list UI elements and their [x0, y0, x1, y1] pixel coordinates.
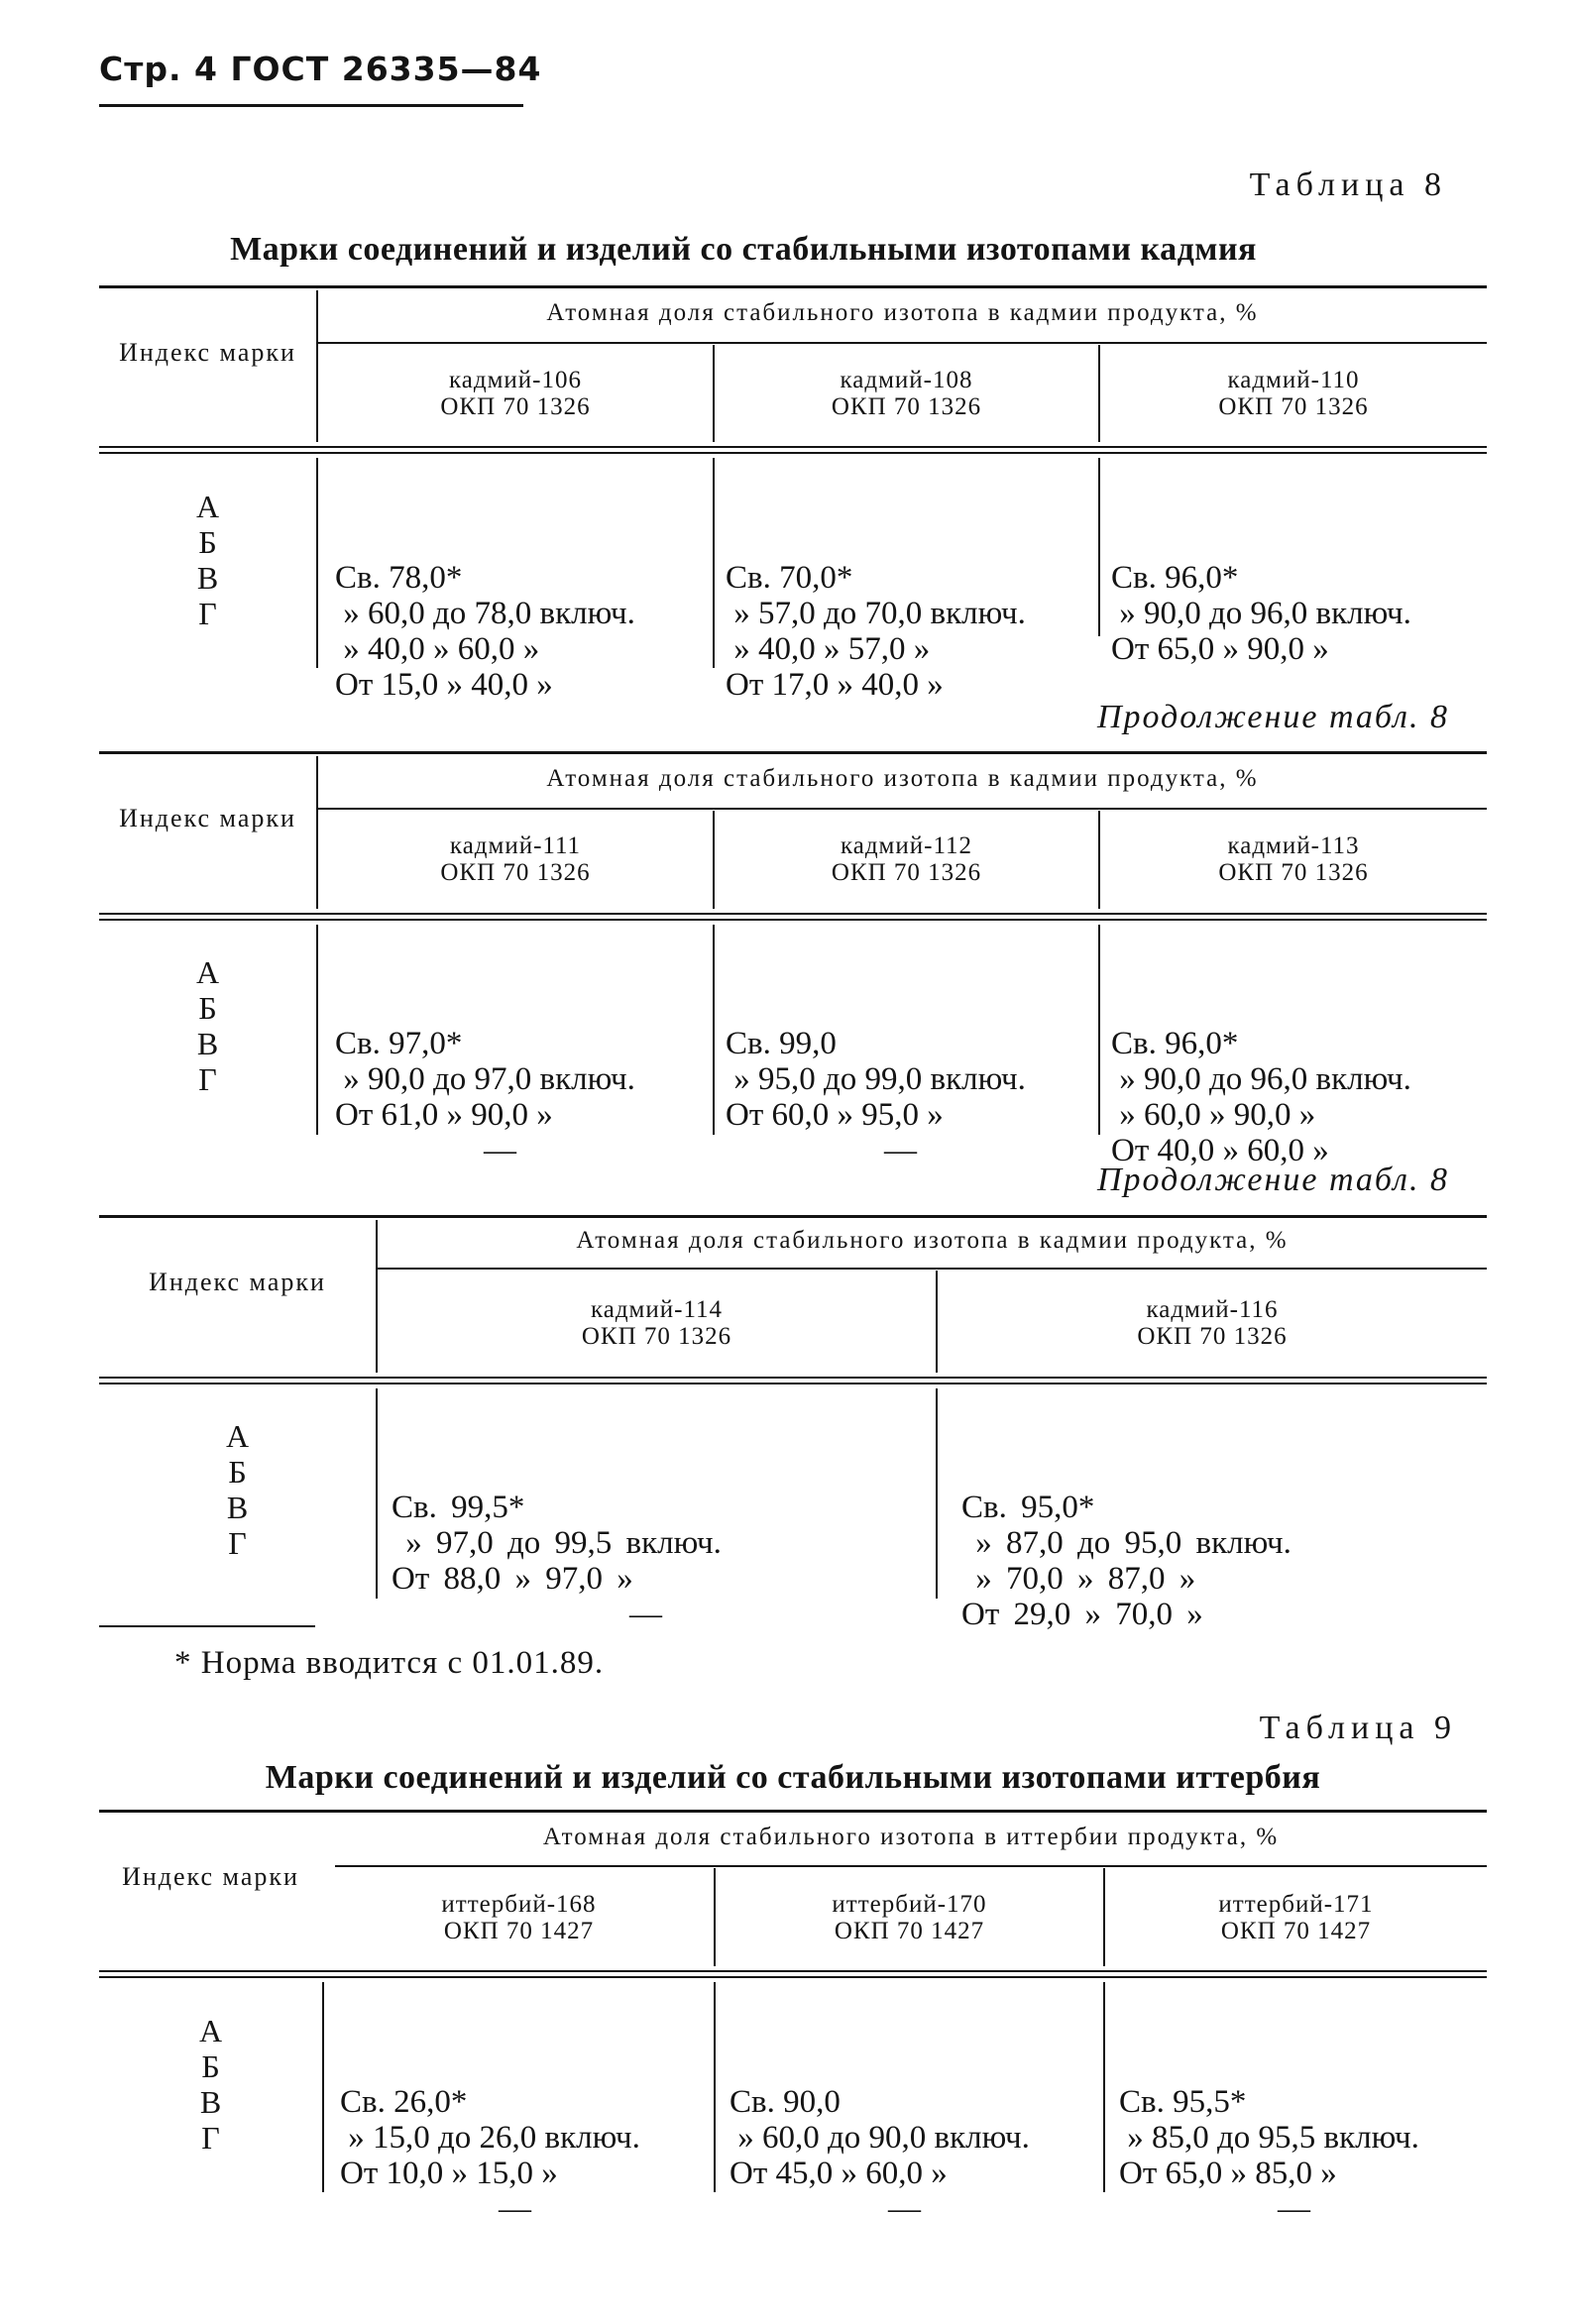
grade-letters: А Б В Г — [198, 2013, 223, 2156]
index-header: Индекс марки — [122, 1862, 299, 1891]
column-header: кадмий-106 ОКП 70 1326 — [440, 367, 591, 420]
table8-title: Марки соединений и изделий со стабильными изотопами кадмия — [230, 231, 1257, 268]
table9 — [99, 1810, 1487, 2227]
table8-continuation: Продолжение табл. 8 — [1096, 699, 1449, 735]
table9-label: Таблица 9 — [1259, 1710, 1457, 1746]
grade-values: Св. 99,5* » 97,0 до 99,5 включ. От 88,0 » 97,0 » — — [392, 1490, 722, 1632]
footnote-rule — [99, 1625, 315, 1627]
column-header: кадмий-111 ОКП 70 1326 — [440, 832, 591, 886]
table8-label: Таблица 8 — [1249, 166, 1447, 203]
grade-letters: А Б В Г — [195, 954, 220, 1097]
table8-caption: Атомная доля стабильного изотопа в кадмии продукта, % — [546, 299, 1259, 326]
grade-values: Св. 26,0* » 15,0 до 26,0 включ. От 10,0 » 15,0 » — — [340, 2084, 640, 2227]
grade-values: Св. 70,0* » 57,0 до 70,0 включ. » 40,0 » 57,0 » От 17,0 » 40,0 » — [726, 560, 1026, 703]
grade-values: Св. 96,0* » 90,0 до 96,0 включ. » 60,0 » 90,0 » От 40,0 » 60,0 » — [1111, 1026, 1411, 1168]
page-header: Стр. 4 ГОСТ 26335—84 — [99, 50, 542, 88]
grade-values: Св. 96,0* » 90,0 до 96,0 включ. От 65,0 » 90,0 » — [1111, 560, 1411, 667]
column-header: кадмий-116 ОКП 70 1326 — [1137, 1296, 1288, 1350]
column-header: кадмий-114 ОКП 70 1326 — [581, 1296, 732, 1350]
grade-values: Св. 99,0 » 95,0 до 99,0 включ. От 60,0 » 95,0 » — — [726, 1026, 1026, 1168]
grade-letters: А Б В Г — [225, 1418, 250, 1561]
header-rule — [99, 104, 523, 107]
column-header: иттербий-168 ОКП 70 1427 — [441, 1891, 597, 1944]
index-header: Индекс марки — [119, 804, 296, 832]
grade-values: Св. 78,0* » 60,0 до 78,0 включ. » 40,0 » 60,0 » От 15,0 » 40,0 » — [335, 560, 635, 703]
grade-values: Св. 95,0* » 87,0 до 95,0 включ. » 70,0 » 87,0 » От 29,0 » 70,0 » — [961, 1490, 1291, 1632]
table8-part1 — [99, 285, 1487, 703]
grade-values: Св. 97,0* » 90,0 до 97,0 включ. От 61,0 » 90,0 » — — [335, 1026, 635, 1168]
column-header: иттербий-171 ОКП 70 1427 — [1218, 1891, 1374, 1944]
table8-continuation: Продолжение табл. 8 — [1096, 1162, 1449, 1198]
table8-caption: Атомная доля стабильного изотопа в кадмии продукта, % — [576, 1227, 1289, 1254]
table9-title: Марки соединений и изделий со стабильными изотопами иттербия — [265, 1759, 1321, 1796]
column-header: кадмий-112 ОКП 70 1326 — [831, 832, 982, 886]
column-header: иттербий-170 ОКП 70 1427 — [832, 1891, 987, 1944]
grade-letters: А Б В Г — [195, 489, 220, 631]
column-header: кадмий-113 ОКП 70 1326 — [1218, 832, 1369, 886]
table9-caption: Атомная доля стабильного изотопа в иттербии продукта, % — [542, 1824, 1280, 1850]
table8-part2 — [99, 751, 1487, 1168]
table8-caption: Атомная доля стабильного изотопа в кадмии продукта, % — [546, 765, 1259, 792]
table8-part3 — [99, 1215, 1487, 1632]
index-header: Индекс марки — [119, 338, 296, 367]
footnote: * Норма вводится с 01.01.89. — [174, 1645, 605, 1681]
grade-values: Св. 90,0 » 60,0 до 90,0 включ. От 45,0 » 60,0 » — — [730, 2084, 1030, 2227]
index-header: Индекс марки — [149, 1268, 326, 1296]
grade-values: Св. 95,5* » 85,0 до 95,5 включ. От 65,0 » 85,0 » — — [1119, 2084, 1419, 2227]
column-header: кадмий-108 ОКП 70 1326 — [831, 367, 982, 420]
column-header: кадмий-110 ОКП 70 1326 — [1218, 367, 1369, 420]
